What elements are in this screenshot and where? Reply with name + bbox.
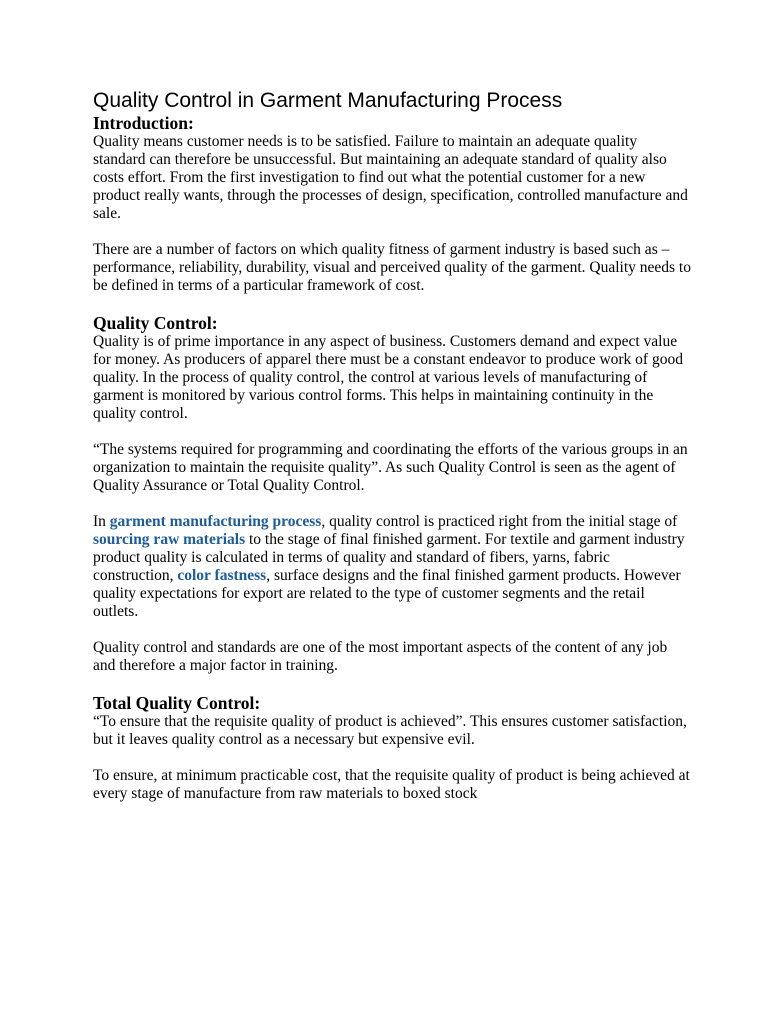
paragraph: There are a number of factors on which quality fitness of garment industry is based such as – performance, reliability, durability, visual and perceived quality of the garment. Quality needs to be defined in terms of a particular framework of cost.	[93, 241, 691, 294]
section-heading-quality-control: Quality Control:	[93, 313, 218, 333]
page-title: Quality Control in Garment Manufacturing Process	[93, 89, 563, 112]
paragraph: Quality control and standards are one of the most important aspects of the content of any job and therefore a major factor in training.	[93, 639, 668, 674]
paragraph: Quality means customer needs is to be satisfied. Failure to maintain an adequate quality standard can therefore be unsuccessful. But maintaining an adequate standard of quality also costs effort. From the first investigation to find out what the potential customer for a new product really wants, through the processes of design, specification, controlled manufacture and sale.	[93, 133, 688, 222]
document-page	[93, 88, 693, 803]
paragraph: “The systems required for programming and coordinating the efforts of the various groups in an organization to maintain the requisite quality”. As such Quality Control is seen as the agent of Quality Assurance or Total Quality Control.	[93, 441, 688, 494]
paragraph-text: to the stage of final finished garment. For textile and garment industry product quality is calculated in terms of quality and standard of fibers, yarns, fabric construction,	[93, 531, 685, 584]
section-heading-total-quality-control: Total Quality Control:	[93, 693, 261, 713]
paragraph-with-links	[93, 513, 693, 621]
link-sourcing-raw-materials[interactable]: sourcing raw materials	[93, 531, 246, 548]
paragraph: To ensure, at minimum practicable cost, that the requisite quality of product is being achieved at every stage of manufacture from raw materials to boxed stock	[93, 767, 690, 802]
link-color-fastness[interactable]: color fastness	[177, 567, 267, 584]
paragraph-text: , surface designs and the final finished garment products. However quality expectations for export are related to the type of customer segments and the retail outlets.	[93, 567, 681, 620]
paragraph: Quality is of prime importance in any aspect of business. Customers demand and expect value for money. As producers of apparel there must be a constant endeavor to produce work of good quality. In the process of quality control, the control at various levels of manufacturing of garment is monitored by various control forms. This helps in maintaining continuity in the quality control.	[93, 333, 683, 422]
paragraph: “To ensure that the requisite quality of product is achieved”. This ensures customer satisfaction, but it leaves quality control as a necessary but expensive evil.	[93, 713, 687, 748]
link-garment-manufacturing-process[interactable]: garment manufacturing process	[109, 513, 322, 530]
paragraph-text: In	[93, 513, 110, 530]
paragraph-text: , quality control is practiced right from the initial stage of	[321, 513, 678, 530]
section-heading-introduction: Introduction:	[93, 113, 194, 133]
